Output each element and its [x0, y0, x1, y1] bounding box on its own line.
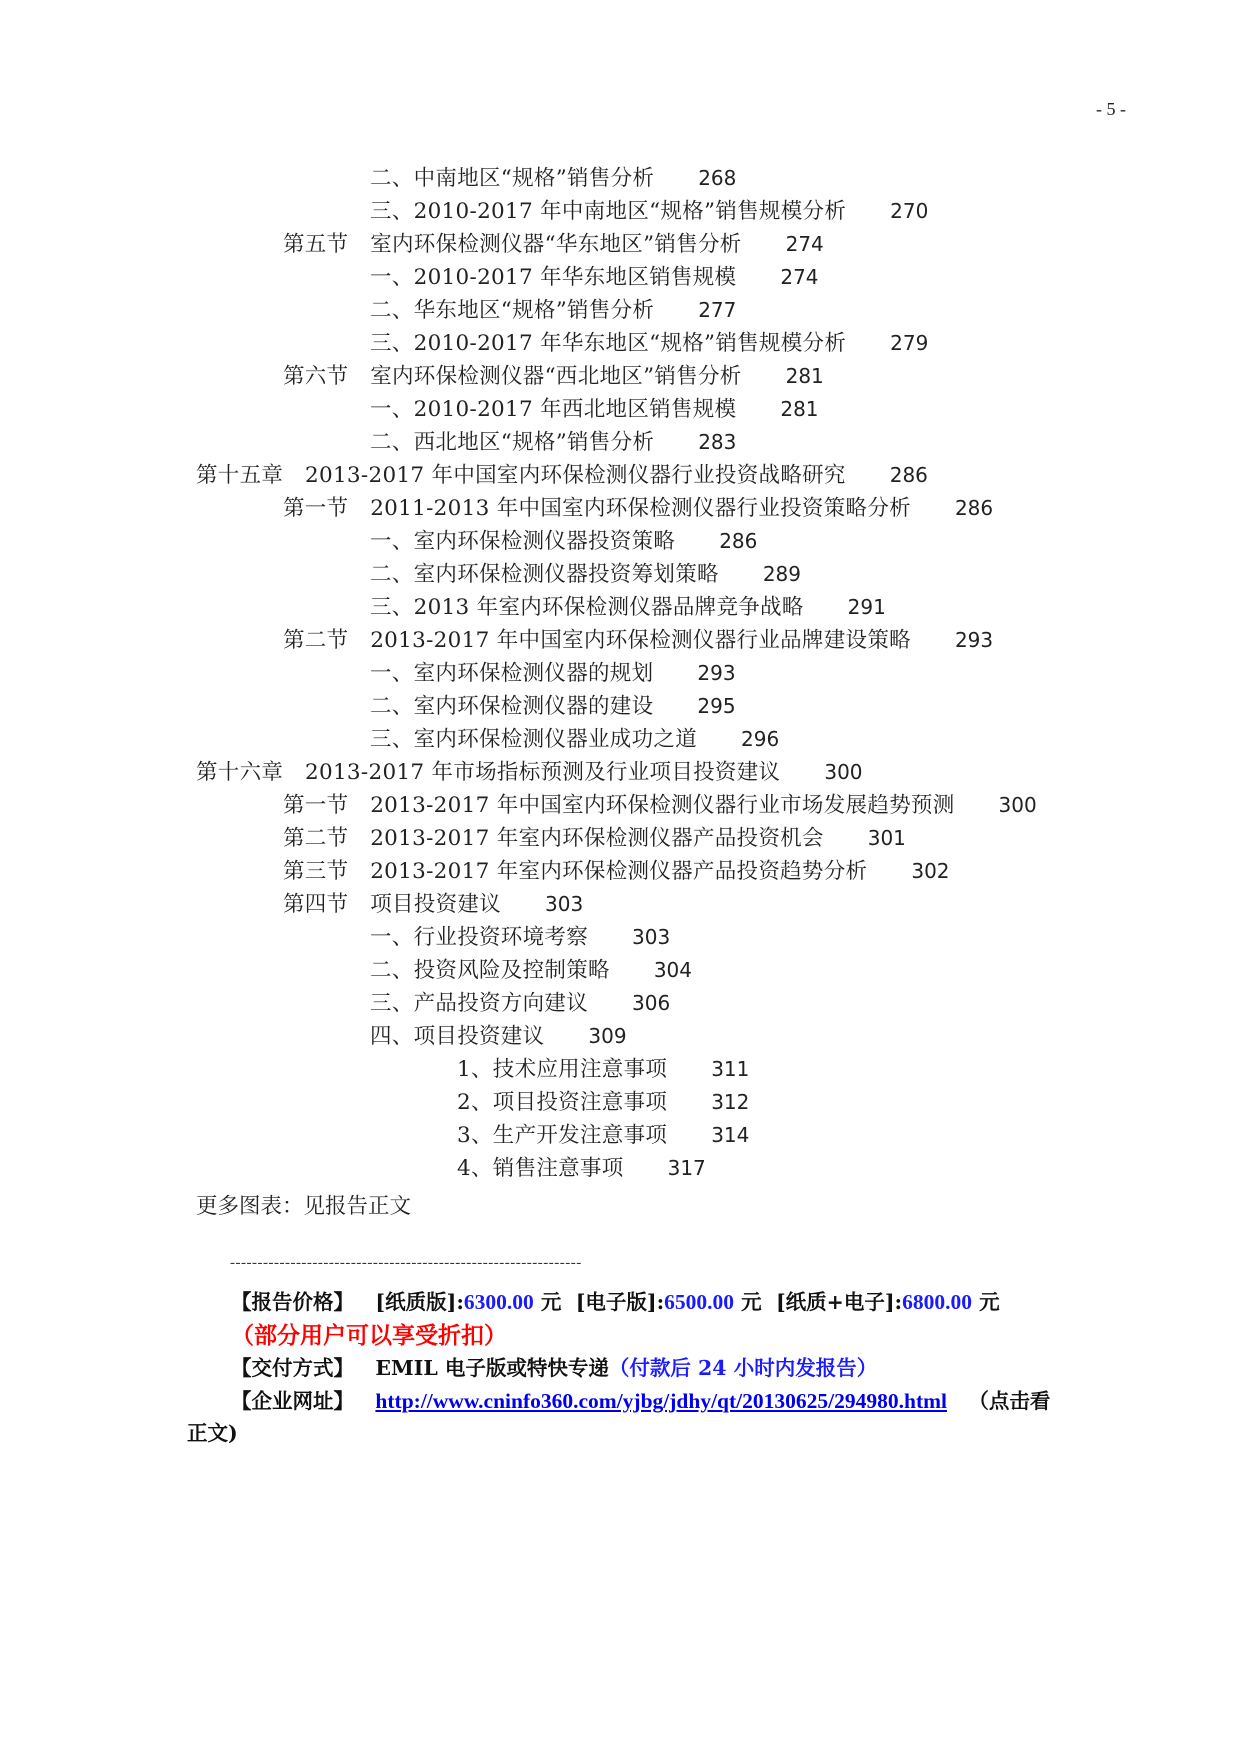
toc-entry-label: 二、投资风险及控制策略 — [370, 958, 610, 983]
toc-entry-page: 274 — [785, 232, 824, 256]
toc-entry[interactable] — [370, 1020, 627, 1053]
electronic-label: [电子版]: — [575, 1290, 665, 1314]
toc-entry-label: 第三节 2013-2017 年室内环保检测仪器产品投资趋势分析 — [283, 859, 868, 884]
toc-entry[interactable] — [370, 426, 736, 459]
discount-line — [231, 1317, 507, 1350]
paper-price: 6300.00 — [463, 1290, 534, 1314]
toc-entry-page: 274 — [780, 265, 819, 289]
toc-entry-page: 281 — [785, 364, 824, 388]
toc-entry[interactable] — [457, 1152, 706, 1185]
toc-entry[interactable] — [370, 723, 779, 756]
toc-entry-label: 第二节 2013-2017 年室内环保检测仪器产品投资机会 — [283, 826, 824, 851]
toc-entry-page: 306 — [632, 991, 671, 1015]
toc-entry-label: 二、室内环保检测仪器的建设 — [370, 694, 654, 719]
toc-entry-label: 第四节 项目投资建议 — [283, 892, 502, 917]
toc-entry-label: 第一节 2011-2013 年中国室内环保检测仪器行业投资策略分析 — [283, 496, 911, 521]
toc-entry[interactable] — [370, 294, 736, 327]
toc-entry[interactable] — [370, 162, 736, 195]
toc-entry-page: 295 — [697, 694, 736, 718]
toc-entry-label: 1、技术应用注意事项 — [457, 1057, 668, 1082]
toc-entry-page: 293 — [697, 661, 736, 685]
toc-entry[interactable] — [283, 228, 824, 261]
toc-entry-label: 三、室内环保检测仪器业成功之道 — [370, 727, 698, 752]
website-suffix-line — [187, 1416, 238, 1446]
both-label: [纸质+电子]: — [775, 1290, 903, 1314]
toc-entry-page: 314 — [711, 1123, 750, 1147]
toc-entry-label: 4、销售注意事项 — [457, 1156, 624, 1181]
toc-entry-label: 第十六章 2013-2017 年市场指标预测及行业项目投资建议 — [196, 760, 781, 785]
divider-line: ---------------------------------------------------------------- — [230, 1255, 582, 1271]
toc-entry[interactable] — [370, 525, 757, 558]
discount-open: （ — [231, 1322, 254, 1349]
toc-entry-page: 283 — [698, 430, 737, 454]
toc-entry-page: 289 — [762, 562, 801, 586]
toc-entry-label: 一、2010-2017 年华东地区销售规模 — [370, 265, 737, 290]
toc-entry[interactable] — [370, 327, 928, 360]
toc-entry[interactable] — [283, 624, 993, 657]
toc-entry-label: 一、2010-2017 年西北地区销售规模 — [370, 397, 737, 422]
toc-entry-label: 三、2013 年室内环保检测仪器品牌竞争战略 — [370, 595, 804, 620]
paper-label: [纸质版]: — [375, 1290, 464, 1314]
toc-entry[interactable] — [457, 1086, 749, 1119]
toc-entry[interactable] — [283, 789, 1037, 822]
toc-entry[interactable] — [370, 921, 670, 954]
price-label: 【报告价格】 — [231, 1290, 354, 1314]
delivery-method: EMIL 电子版或特快专递 — [375, 1356, 609, 1380]
toc-entry[interactable] — [370, 591, 886, 624]
toc-entry-page: 296 — [741, 727, 780, 751]
website-label: 【企业网址】 — [231, 1389, 354, 1413]
toc-entry[interactable] — [370, 261, 819, 294]
toc-entry-page: 277 — [698, 298, 737, 322]
toc-entry[interactable] — [457, 1119, 749, 1152]
toc-entry[interactable] — [283, 360, 824, 393]
toc-entry[interactable] — [370, 195, 928, 228]
toc-entry-page: 304 — [653, 958, 692, 982]
yuan-3: 元 — [979, 1290, 1000, 1314]
toc-entry[interactable] — [370, 558, 801, 591]
toc-entry-label: 三、2010-2017 年中南地区“规格”销售规模分析 — [370, 199, 847, 224]
toc-entry-page: 286 — [954, 496, 994, 520]
toc-entry-label: 第五节 室内环保检测仪器“华东地区”销售分析 — [283, 232, 742, 257]
toc-entry-label: 二、华东地区“规格”销售分析 — [370, 298, 655, 323]
discount-text: 部分用户可以享受折扣 — [254, 1322, 484, 1349]
toc-entry-page: 311 — [711, 1057, 750, 1081]
toc-entry-label: 一、室内环保检测仪器投资策略 — [370, 529, 676, 554]
toc-entry-page: 303 — [632, 925, 671, 949]
toc-entry[interactable] — [370, 987, 670, 1020]
website-line — [231, 1384, 1050, 1414]
toc-entry-page: 309 — [588, 1024, 627, 1048]
toc-entry-label: 第六节 室内环保检测仪器“西北地区”销售分析 — [283, 364, 742, 389]
toc-entry-label: 四、项目投资建议 — [370, 1024, 545, 1049]
toc-entry[interactable] — [370, 657, 736, 690]
toc-entry-page: 291 — [847, 595, 886, 619]
toc-entry-label: 第一节 2013-2017 年中国室内环保检测仪器行业市场发展趋势预测 — [283, 793, 955, 818]
discount-close: ） — [484, 1322, 507, 1349]
toc-entry-page: 300 — [824, 760, 863, 784]
toc-entry[interactable] — [283, 822, 906, 855]
toc-entry[interactable] — [196, 756, 863, 789]
toc-entry-page: 268 — [698, 166, 737, 190]
toc-entry[interactable] — [196, 459, 928, 492]
toc-entry-page: 279 — [890, 331, 929, 355]
website-suffix-1: （点击看 — [968, 1389, 1051, 1413]
toc-entry-page: 317 — [667, 1156, 706, 1180]
both-price: 6800.00 — [902, 1290, 972, 1314]
toc-entry-label: 3、生产开发注意事项 — [457, 1123, 668, 1148]
yuan-1: 元 — [540, 1290, 562, 1314]
toc-entry-page: 286 — [889, 463, 928, 487]
toc-entry[interactable] — [370, 954, 692, 987]
toc-entry-label: 二、中南地区“规格”销售分析 — [370, 166, 655, 191]
toc-entry[interactable] — [457, 1053, 749, 1086]
toc-entry[interactable] — [283, 855, 950, 888]
delivery-note: （付款后 24 小时内发报告） — [608, 1356, 878, 1380]
toc-entry-page: 301 — [867, 826, 906, 850]
toc-entry-label: 三、产品投资方向建议 — [370, 991, 589, 1016]
website-link[interactable]: http://www.cninfo360.com/yjbg/jdhy/qt/20130625/294980.html — [375, 1389, 947, 1413]
page-number: - 5 - — [1096, 99, 1126, 119]
toc-entry-label: 三、2010-2017 年华东地区“规格”销售规模分析 — [370, 331, 847, 356]
toc-entry-page: 312 — [711, 1090, 750, 1114]
toc-entry-page: 302 — [911, 859, 950, 883]
toc-entry-label: 第二节 2013-2017 年中国室内环保检测仪器行业品牌建设策略 — [283, 628, 911, 653]
toc-entry-label: 2、项目投资注意事项 — [457, 1090, 668, 1115]
toc-entry-label: 二、室内环保检测仪器投资筹划策略 — [370, 562, 719, 587]
toc-entry-page: 293 — [954, 628, 994, 652]
toc-entry-page: 270 — [890, 199, 929, 223]
toc-entry[interactable] — [283, 888, 583, 921]
toc-entry-page: 286 — [719, 529, 758, 553]
toc-entry-page: 281 — [780, 397, 819, 421]
toc-entry-page: 300 — [998, 793, 1037, 817]
price-line — [231, 1285, 1000, 1315]
toc-entry-label: 二、西北地区“规格”销售分析 — [370, 430, 655, 455]
toc-entry-label: 一、行业投资环境考察 — [370, 925, 589, 950]
more-charts-note: 更多图表：见报告正文 — [196, 1194, 412, 1219]
toc-entry[interactable] — [283, 492, 993, 525]
delivery-line — [231, 1351, 877, 1381]
electronic-price: 6500.00 — [664, 1290, 735, 1314]
toc-entry-label: 第十五章 2013-2017 年中国室内环保检测仪器行业投资战略研究 — [196, 463, 846, 488]
yuan-2: 元 — [741, 1290, 762, 1314]
toc-entry-page: 303 — [545, 892, 584, 916]
toc-entry-label: 一、室内环保检测仪器的规划 — [370, 661, 654, 686]
website-suffix-2: 正文) — [187, 1421, 238, 1445]
toc-entry[interactable] — [370, 690, 736, 723]
delivery-label: 【交付方式】 — [231, 1356, 354, 1380]
toc-entry[interactable] — [370, 393, 819, 426]
